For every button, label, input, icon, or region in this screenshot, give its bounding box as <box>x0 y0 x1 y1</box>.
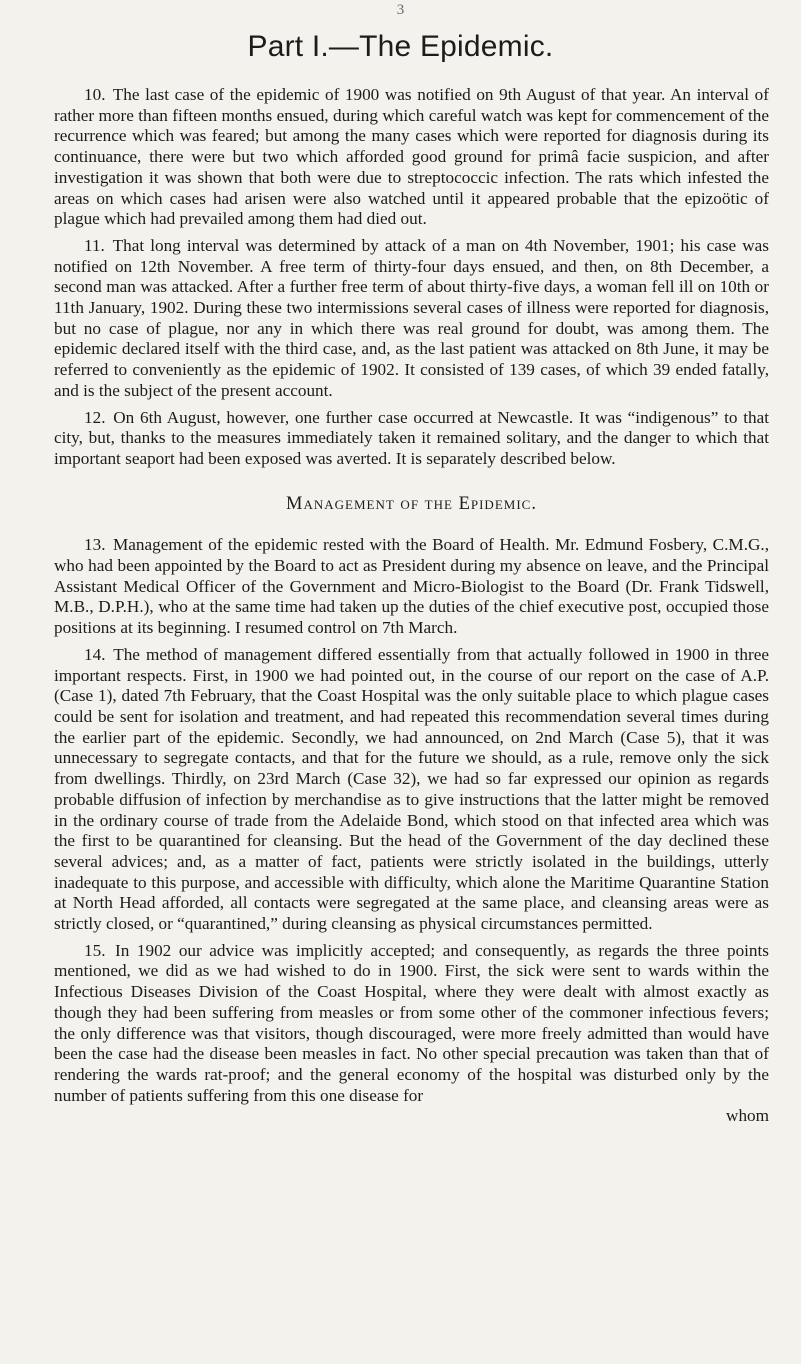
paragraph-number: 10. <box>84 85 106 104</box>
paragraph-number: 12. <box>84 407 106 427</box>
page-number: 3 <box>396 2 405 18</box>
paragraph-text: On 6th August, however, one further case occurred at Newcastle. It was “indigenous” to that city, but, thanks to the measures immediately taken it remained solitary, and the danger to which that important seaport had been exposed was averted. It is separately described below. <box>54 407 769 468</box>
paragraph-text: That long interval was determined by attack of a man on 4th November, 1901; his case was notified on 12th November. A free term of thirty-four days ensued, and then, on 8th December, a second man was attacked. After a further free term of about thirty-five days, a woman fell ill on 10th or 11th January, 1902. During these two intermissions several cases of illness were reported for diagnosis, but no case of plague, nor any in which there was real ground for doubt, was among them. The epidemic declared itself with the third case, and, as the last patient was attacked on 8th June, it may be referred to conveniently as the epidemic of 1902. It consisted of 139 cases, of which 39 ended fatally, and is the subject of the present account. <box>54 235 769 400</box>
section-heading: Management of the Epidemic. <box>286 493 537 514</box>
body-text <box>54 85 769 1127</box>
paragraph-text: The method of management differed essentially from that actually followed in 1900 in three important respects. First, in 1900 we had pointed out, in the course of our report on the case of A.P. (Case 1), dated 7th February, that the Coast Hospital was the only suitable place to which plague cases could be sent for isolation and treatment, and had repeated this recommendation several times during the earlier part of the epidemic. Secondly, we had announced, on 2nd March (Case 5), that it was unnecessary to segregate contacts, and that for the future we should, as a rule, remove only the sick from dwellings. Thirdly, on 23rd March (Case 32), we had so far expressed our opinion as regards probable diffusion of infection by merchandise as to give instructions that the latter might be removed in the ordinary course of trade from the Adelaide Bond, which stood on that infected area which was the first to be quarantined for cleansing. But the head of the Government of the day declined these several advices; and, as a matter of fact, patients were strictly isolated in the buildings, utterly inadequate to this purpose, and accessible with difficulty, which alone the Maritime Quarantine Station at North Head afforded, all contacts were segregated at the same place, and cleansing areas were as strictly closed, or “quarantined,” during cleansing as physical circumstances permitted. <box>54 644 769 934</box>
paragraph-text: The last case of the epidemic of 1900 was notified on 9th August of that year. An interval of rather more than fifteen months ensued, during which careful watch was kept for commencement of the recurrence which was feared; but among the many cases which were reported for diagnosis during its continuance, there were but two which afforded good ground for primâ facie suspicion, and after investigation it was shown that both were due to streptococcic infection. The rats which infested the areas on which cases had arisen were also watched until it appeared probable that the epizoötic of plague which had prevailed among them had died out. <box>54 85 769 229</box>
paragraph-14 <box>54 645 769 935</box>
paragraph-number: 14. <box>84 644 106 664</box>
paragraph-text: Management of the epidemic rested with the Board of Health. Mr. Edmund Fosbery, C.M.G., who had been appointed by the Board to act as President during my absence on leave, and the Principal Assistant Medical Officer of the Government and Micro-Biologist to the Board (Dr. Frank Tidswell, M.B., D.P.H.), who at the same time had taken up the duties of the chief executive post, occupied those positions at its beginning. I resumed control on 7th March. <box>54 535 769 638</box>
part-title: Part I.—The Epidemic. <box>247 30 554 63</box>
paragraph-number: 15. <box>84 940 106 960</box>
paragraph-number: 13. <box>84 535 106 555</box>
paragraph-12 <box>54 408 769 470</box>
paragraph-13 <box>54 535 769 639</box>
catchword: whom <box>726 1106 769 1126</box>
paragraph-11 <box>54 236 769 402</box>
paragraph-15 <box>54 941 769 1107</box>
paragraph-number: 11. <box>84 235 105 255</box>
paragraph-text: In 1902 our advice was implicitly accepted; and consequently, as regards the three points mentioned, we did as we had wished to do in 1900. First, the sick were sent to wards within the Infectious Diseases Division of the Coast Hospital, where they were dealt with almost exactly as though they had been suffering from measles or from some other of the commoner infectious fevers; the only difference was that visitors, though discouraged, were more freely admitted than would have been the case had the disease been measles in fact. No other special precaution was taken than that of rendering the wards rat-proof; and the general economy of the hospital was disturbed only by the number of patients suffering from this one disease for <box>54 940 769 1105</box>
paragraph-10 <box>54 85 769 230</box>
